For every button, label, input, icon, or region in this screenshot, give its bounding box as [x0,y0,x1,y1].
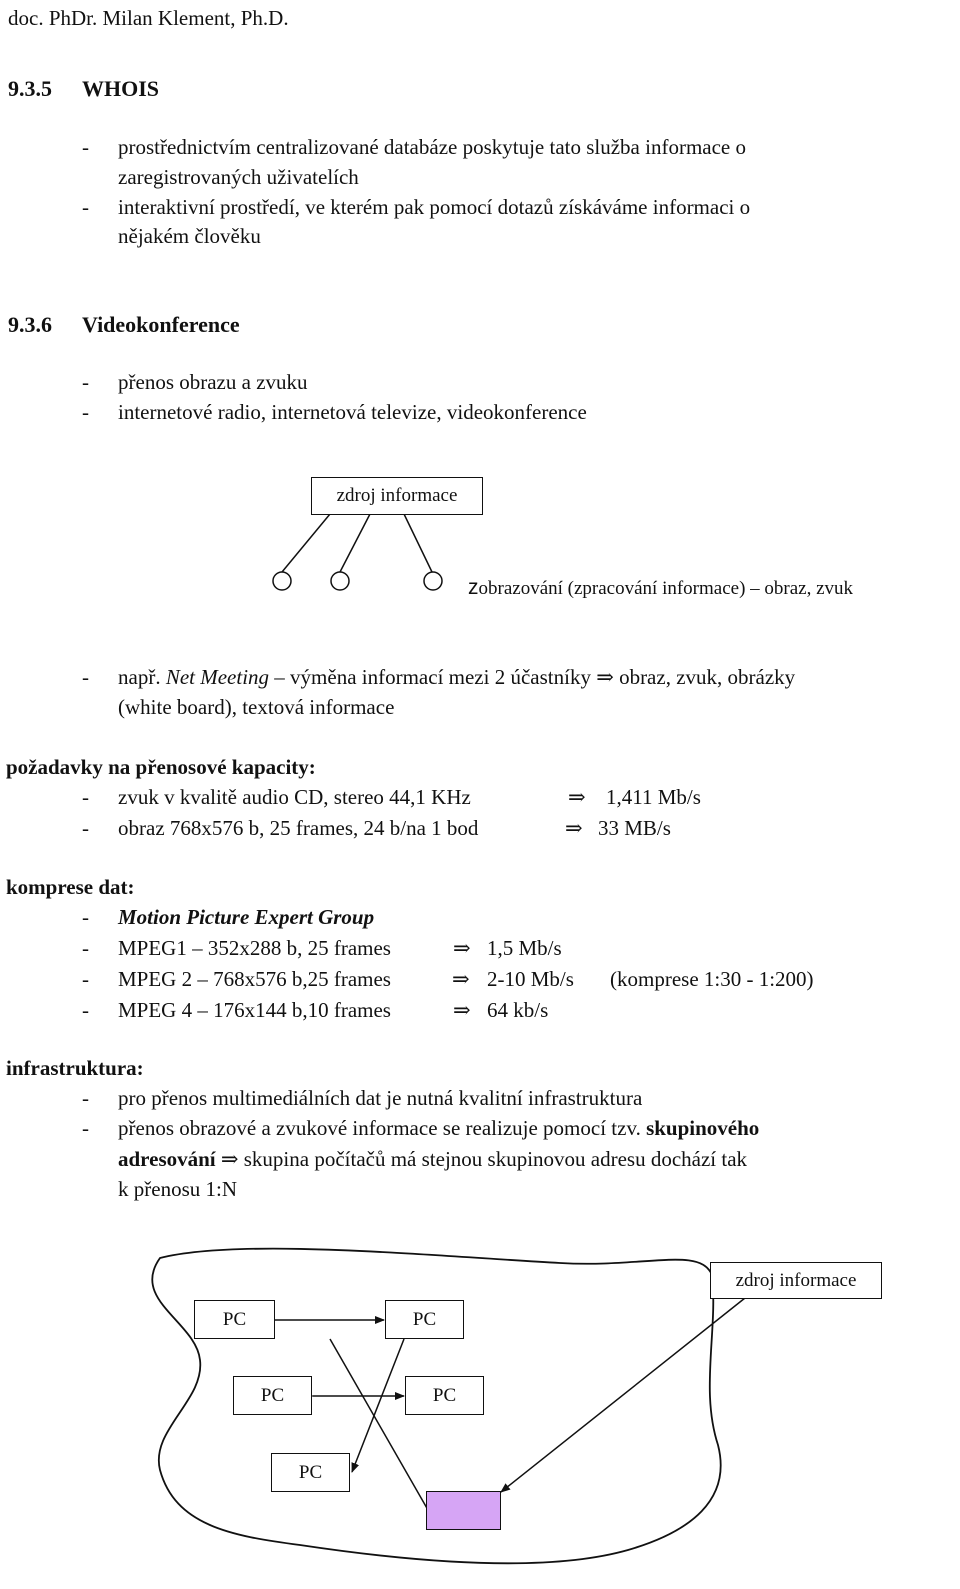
bullet-dash: - [82,998,89,1022]
compression-item3-text: MPEG 2 – 768x576 b,25 frames [118,967,391,991]
example-prefix: např. [118,665,161,689]
capacity-item2-result: 33 MB/s [598,816,671,840]
compression-item3-result: 2-10 Mb/s [487,967,574,991]
video-bullet2: internetové radio, internetová televize, videokonference [118,400,587,424]
infra-bold-term: adresování [118,1147,216,1171]
implies-arrow: ⇒ [453,936,471,960]
author-header: doc. PhDr. Milan Klement, Ph.D. [8,6,289,30]
video-bullet1: přenos obrazu a zvuku [118,370,308,394]
pc-label: PC [260,1384,285,1406]
compression-item4-text: MPEG 4 – 176x144 b,10 frames [118,998,391,1022]
section-number-whois: 9.3.5 [8,76,52,101]
pc-box [405,1376,484,1415]
bullet-dash: - [82,135,89,159]
display-label-initial: z [468,576,479,599]
section-number-video: 9.3.6 [8,312,52,337]
bullet-dash: - [82,1116,89,1140]
compression-item1: Motion Picture Expert Group [118,905,375,929]
pc-box [271,1453,350,1492]
bullet-dash: - [82,967,89,991]
bullet-dash: - [82,195,89,219]
diagram2-source-label: zdroj informace [735,1269,857,1291]
compression-item3-note: (komprese 1:30 - 1:200) [610,967,814,991]
compression-item2-result: 1,5 Mb/s [487,936,562,960]
implies-arrow: ⇒ [565,816,583,840]
example-text: – výměna informací mezi 2 účastníky [274,665,591,689]
example-product: Net Meeting [165,665,270,689]
section-title-whois: WHOIS [82,76,160,101]
diagram1-source-label: zdroj informace [336,485,458,506]
infrastructure-item2-line3: k přenosu 1:N [118,1177,237,1201]
infrastructure-heading: infrastruktura: [6,1056,144,1080]
display-label-rest: obrazování (zpracování informace) – obraz, zvuk [478,578,854,599]
pc-link-arrow [352,1339,404,1472]
pc-label: PC [412,1308,437,1330]
compression-heading: komprese dat: [6,875,135,899]
implies-arrow: ⇒ [568,785,586,809]
implies-arrow: ⇒ [452,967,470,991]
whois-bullet2-line2: nějakém člověku [118,224,261,248]
bullet-dash: - [82,665,89,689]
infrastructure-item1: pro přenos multimediálních dat je nutná kvalitní infrastruktura [118,1086,643,1110]
infra-text: přenos obrazové a zvukové informace se realizuje pomocí tzv. [118,1116,641,1140]
bullet-dash: - [82,1086,89,1110]
group-address-box [426,1491,501,1530]
bullet-dash: - [82,370,89,394]
bullet-dash: - [82,785,89,809]
bullet-dash: - [82,400,89,424]
pc-label: PC [432,1384,457,1406]
pc-label: PC [222,1308,247,1330]
infra-text: skupina počítačů má stejnou skupinovou adresu dochází tak [243,1147,748,1171]
example-result: obraz, zvuk, obrázky [619,665,796,689]
implies-arrow: ⇒ [220,1147,239,1171]
capacity-item1-text: zvuk v kvalitě audio CD, stereo 44,1 KHz [118,785,471,809]
pc-label: PC [298,1461,323,1483]
infra-bold-term: skupinového [646,1116,760,1140]
source-to-group-arrow [501,1298,745,1492]
capacity-item1-result: 1,411 Mb/s [606,785,701,809]
whois-bullet1-line1: prostřednictvím centralizované databáze poskytuje tato služba informace o [118,135,747,159]
pc-box [233,1376,312,1415]
pc-box [385,1300,464,1339]
implies-arrow: ⇒ [453,998,471,1022]
capacity-heading: požadavky na přenosové kapacity: [6,755,316,779]
whois-bullet1-line2: zaregistrovaných uživatelích [118,165,359,189]
whois-bullet2-line1: interaktivní prostředí, ve kterém pak pomocí dotazů získáváme informaci o [118,195,751,219]
bullet-dash: - [82,905,89,929]
section-title-video: Videokonference [82,312,240,337]
compression-item2-text: MPEG1 – 352x288 b, 25 frames [118,936,391,960]
bullet-dash: - [82,816,89,840]
bullet-dash: - [82,936,89,960]
implies-arrow: ⇒ [596,665,614,689]
pc-box [194,1300,275,1339]
diagram2-source-box [710,1262,882,1299]
compression-item4-result: 64 kb/s [487,998,549,1022]
capacity-item2-text: obraz 768x576 b, 25 frames, 24 b/na 1 bod [118,816,479,840]
example-line2: (white board), textová informace [118,695,395,719]
